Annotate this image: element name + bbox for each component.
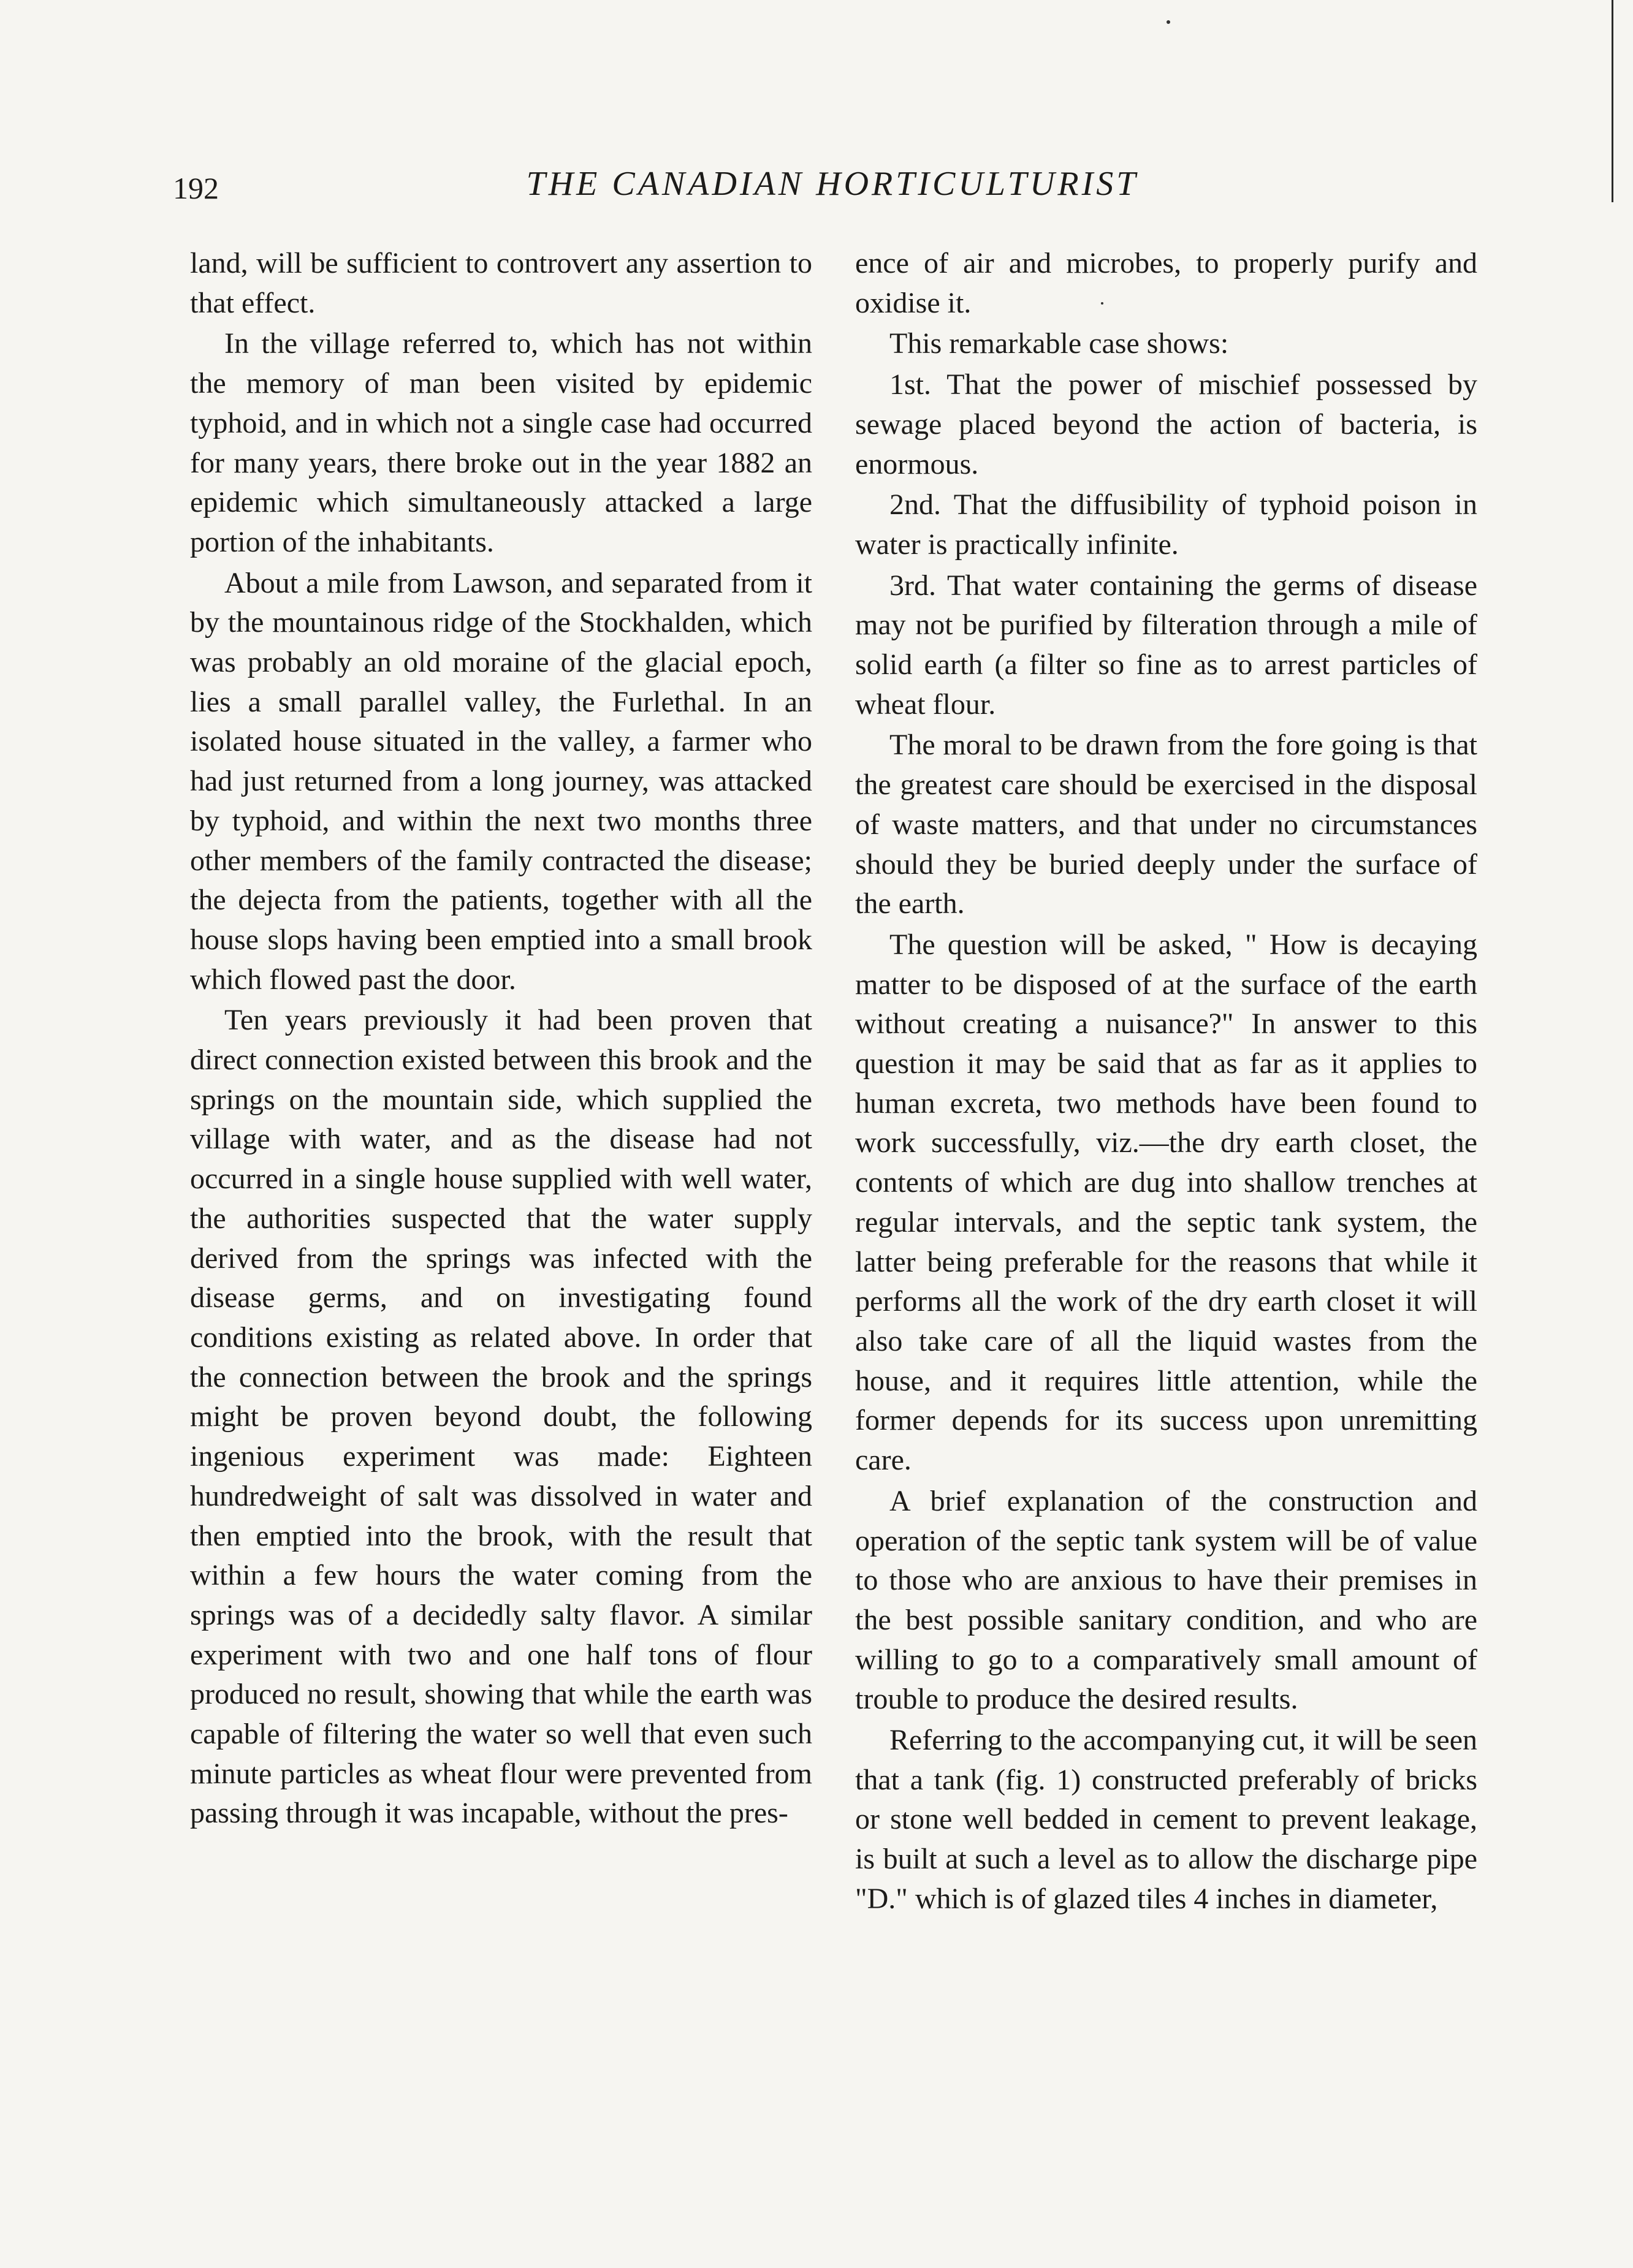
paragraph: In the village referred to, which has not within the memory of man been visited by epidemic typhoid, and in which not a single case had occurred for many years, there broke out in the year 1882 an epidemic which simultaneously attacked a large portion of the inhabitants. (190, 327, 812, 558)
paragraph: land, will be sufficient to controvert any assertion to that effect. (190, 247, 812, 319)
speck (1101, 302, 1103, 305)
running-title: THE CANADIAN HORTICULTURIST (526, 165, 1139, 203)
paragraph: ence of air and microbes, to properly purify and oxidise it. (855, 247, 1477, 319)
page-header (173, 164, 1492, 219)
paragraph: This remarkable case shows: (889, 327, 1229, 360)
left-column (190, 244, 812, 1835)
paragraph: 1st. That the power of mischief possessed by sewage placed beyond the action of bacteria, is enormous. (855, 368, 1477, 480)
paragraph: Referring to the accompanying cut, it will be seen that a tank (fig. 1) constructed preferably of bricks or stone well bedded in cement to prevent leakage, is built at such a level as to allow the discharge pipe "D." which is of glazed tiles 4 inches in diameter, (855, 1724, 1477, 1915)
paragraph: About a mile from Lawson, and separated from it by the mountainous ridge of the Stockhalden, which was probably an old moraine of the glacial epoch, lies a small parallel valley, the Furlethal. In an isolated house situated in the valley, a farmer who had just returned from a long journey, was attacked by typhoid, and within the next two months three other members of the family contracted the disease; the dejecta from the patients, together with all the house slops having been emptied into a small brook which flowed past the door. (190, 566, 812, 996)
paragraph: A brief explanation of the construction and operation of the septic tank system will be of value to those who are anxious to have their premises in the best possible sanitary condition, and who are willing to go to a comparatively small amount of trouble to produce the desired results. (855, 1484, 1477, 1716)
right-column (855, 244, 1477, 1921)
paragraph: The moral to be drawn from the fore going is that the greatest care should be exercised in the disposal of waste matters, and that under no circumstances should they be buried deeply under the surface of the earth. (855, 729, 1477, 920)
paragraph: The question will be asked, " How is decaying matter to be disposed of at the surface of the earth without creating a nuisance?" In answer to this question it may be said that as far as it applies to human excreta, two methods have been found to work successfully, viz.—the dry earth closet, the contents of which are dug into shallow trenches at regular intervals, and the septic tank system, the latter being preferable for the reasons that while it performs all the work of the dry earth closet it will also take care of all the liquid wastes from the house, and it requires little attention, while the former depends for its success upon unremitting care. (855, 928, 1477, 1477)
paragraph: Ten years previously it had been proven that direct connection existed between this brook and the springs on the mountain side, which supplied the village with water, and as the disease had not occurred in a single house supplied with well water, the authorities suspected that the water supply derived from the springs was infected with the disease germs, and on investigating found conditions existing as related above. In order that the connection between the brook and the springs might be proven beyond doubt, the following ingenious experiment was made: Eighteen hundredweight of salt was dissolved in water and then emptied into the brook, with the result that within a few hours the water coming from the springs was of a decidedly salty flavor. A similar experiment with two and one half tons of flour produced no result, showing that while the earth was capable of filtering the water so well that even such minute particles as wheat flour were prevented from passing through it was incapable, without the pres- (190, 1004, 812, 1830)
speck (1167, 20, 1170, 24)
page-edge-line (1612, 0, 1613, 202)
paragraph: 2nd. That the diffusibility of typhoid poison in water is practically infinite. (855, 488, 1477, 561)
paragraph: 3rd. That water containing the germs of disease may not be purified by filteration through a mile of solid earth (a filter so fine as to arrest particles of wheat flour. (855, 569, 1477, 721)
page-number: 192 (173, 171, 219, 205)
